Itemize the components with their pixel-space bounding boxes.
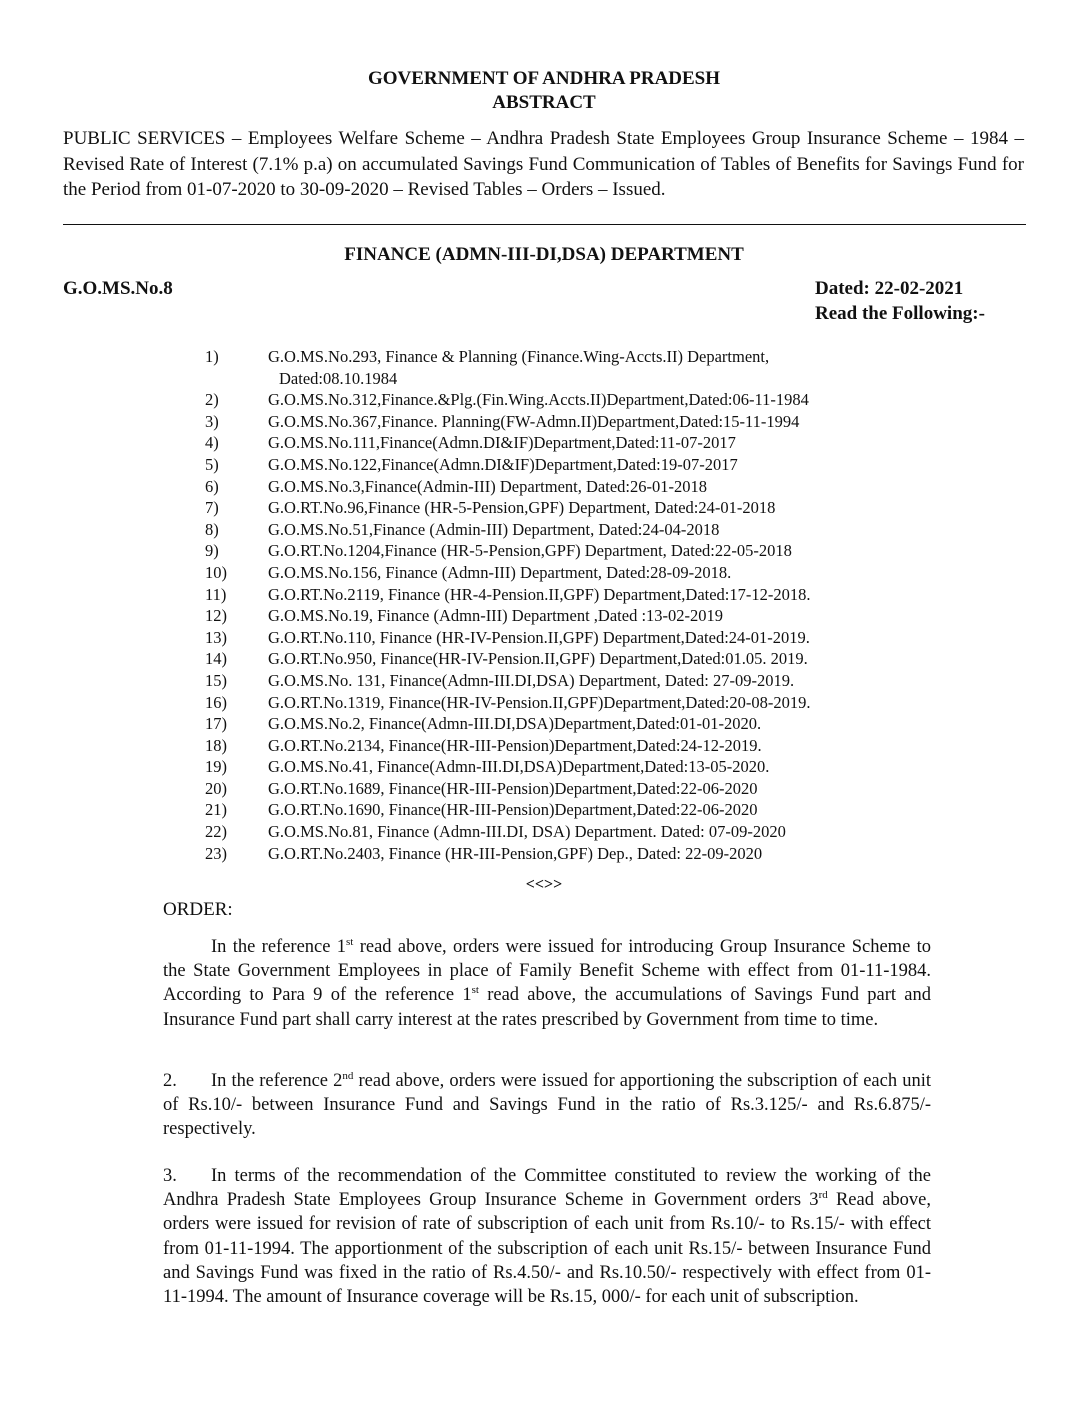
reference-text: G.O.MS.No.51,Finance (Admin-III) Department, Dated:24-04-2018 <box>268 519 720 539</box>
reference-number: 13) <box>205 627 227 647</box>
reference-text: G.O.MS.No.312,Finance.&Plg.(Fin.Wing.Accts.II)Department,Dated:06-11-1984 <box>268 390 809 410</box>
reference-number: 1) <box>205 347 219 366</box>
reference-number: 10) <box>205 562 227 582</box>
paragraph-number: 2. <box>163 1071 177 1091</box>
reference-text: G.O.MS.No.111,Finance(Admn.DI&IF)Department,Dated:11-07-2017 <box>268 433 736 453</box>
order-paragraph-1: In the reference 1st read above, orders were issued for introducing Group Insurance Scheme to the State Government Employees in place of Family Benefit Scheme with effect from 01-11-1984. According to Para 9 of the reference 1st read above, the accumulations of Savings Fund part and Insurance Fund part shall carry interest at the rates prescribed by Government from time to time. <box>163 935 931 1030</box>
reference-text: G.O.MS.No.293, Finance & Planning (Finance.Wing-Accts.II) Department, <box>268 347 770 366</box>
reference-number: 5) <box>205 454 219 474</box>
reference-text: G.O.MS.No.3,Finance(Admin-III) Department, Dated:26-01-2018 <box>268 476 707 496</box>
reference-text: G.O.RT.No.1690, Finance(HR-III-Pension)Department,Dated:22-06-2020 <box>268 800 758 820</box>
section-separator: <<>> <box>525 876 563 893</box>
reference-text: G.O.MS.No.41, Finance(Admn-III.DI,DSA)Department,Dated:13-05-2020. <box>268 757 770 777</box>
reference-number: 12) <box>205 606 227 626</box>
reference-text: G.O.RT.No.1204,Finance (HR-5-Pension,GPF) Department, Dated:22-05-2018 <box>268 541 792 561</box>
go-number: G.O.MS.No.8 <box>63 278 173 299</box>
reference-text: G.O.MS.No.2, Finance(Admn-III.DI,DSA)Department,Dated:01-01-2020. <box>268 714 762 734</box>
reference-item <box>205 713 811 735</box>
reference-item <box>205 497 811 519</box>
abstract-subject: PUBLIC SERVICES – Employees Welfare Scheme – Andhra Pradesh State Employees Group Insurance Scheme – 1984 – Revised Rate of Interest (7.1% p.a) on accumulated Savings Fund Communication of Tables of Benefits for Savings Fund for the Period from 01-07-2020 to 30-09-2020 – Revised Tables – Orders – Issued. <box>63 128 1024 200</box>
reference-number: 16) <box>205 692 227 712</box>
reference-number: 2) <box>205 390 219 410</box>
reference-number: 22) <box>205 822 227 842</box>
abstract-heading: ABSTRACT <box>492 92 596 113</box>
reference-number: 3) <box>205 411 219 431</box>
reference-item <box>205 778 811 800</box>
reference-item <box>205 476 811 498</box>
reference-text: G.O.RT.No.1319, Finance(HR-IV-Pension.II,GPF)Department,Dated:20-08-2019. <box>268 692 811 712</box>
reference-number: 19) <box>205 757 227 777</box>
reference-item <box>205 540 811 562</box>
reference-item <box>205 562 811 584</box>
reference-number: 21) <box>205 800 227 820</box>
reference-item <box>205 692 811 714</box>
reference-text: G.O.RT.No.110, Finance (HR-IV-Pension.II,GPF) Department,Dated:24-01-2019. <box>268 627 810 647</box>
reference-text: G.O.RT.No.2134, Finance(HR-III-Pension)Department,Dated:24-12-2019. <box>268 735 762 755</box>
reference-item <box>205 605 811 627</box>
reference-text: G.O.RT.No.2403, Finance (HR-III-Pension,GPF) Dep., Dated: 22-09-2020 <box>268 843 763 863</box>
reference-item <box>205 799 811 821</box>
subject-divider <box>63 224 1026 225</box>
reference-number: 8) <box>205 519 219 539</box>
order-paragraph-2: 2. In the reference 2nd read above, orders were issued for apportioning the subscription of each unit of Rs.10/- between Insurance Fund and Savings Fund in the ratio of Rs.3.125/- and Rs.6.875/-respectively. <box>163 1069 931 1140</box>
department-heading: FINANCE (ADMN-III-DI,DSA) DEPARTMENT <box>344 244 744 265</box>
reference-text: G.O.MS.No.156, Finance (Admn-III) Department, Dated:28-09-2018. <box>268 562 732 582</box>
reference-item <box>205 735 811 757</box>
reference-number: 14) <box>205 649 227 669</box>
reference-text: G.O.RT.No.950, Finance(HR-IV-Pension.II,GPF) Department,Dated:01.05. 2019. <box>268 649 808 669</box>
reference-text: G.O.MS.No.81, Finance (Admn-III.DI, DSA) Department. Dated: 07-09-2020 <box>268 822 786 842</box>
reference-item <box>205 756 811 778</box>
order-paragraph-3: 3. In terms of the recommendation of the Committee constituted to review the working of the Andhra Pradesh State Employees Group Insurance Scheme in Government orders 3rd Read above, orders were issued for revision of rate of subscription of each unit from Rs.10/- to Rs.15/- with effect from 01-11-1994. The apportionment of the subscription of each unit Rs.15/- between Insurance Fund and Savings Fund was fixed in the ratio of Rs.4.50/- and Rs.10.50/- respectively with effect from 01-11-1994. The amount of Insurance coverage will be Rs.15, 000/- for each unit of subscription. <box>163 1166 931 1308</box>
government-heading: GOVERNMENT OF ANDHRA PRADESH <box>367 68 721 89</box>
reference-text: G.O.RT.No.1689, Finance(HR-III-Pension)Department,Dated:22-06-2020 <box>268 778 758 798</box>
reference-text: G.O.RT.No.2119, Finance (HR-4-Pension.II,GPF) Department,Dated:17-12-2018. <box>268 584 811 604</box>
reference-text-continued: Dated:08.10.1984 <box>279 368 398 388</box>
reference-number: 17) <box>205 714 227 734</box>
reference-text: G.O.MS.No.122,Finance(Admn.DI&IF)Department,Dated:19-07-2017 <box>268 454 738 474</box>
reference-item <box>205 821 811 843</box>
reference-text: G.O.RT.No.96,Finance (HR-5-Pension,GPF) Department, Dated:24-01-2018 <box>268 498 776 518</box>
reference-number: 15) <box>205 670 227 690</box>
reference-number: 9) <box>205 541 219 561</box>
reference-number: 7) <box>205 498 219 518</box>
read-following-label: Read the Following:- <box>815 303 985 324</box>
reference-text: G.O.MS.No.19, Finance (Admn-III) Department ,Dated :13-02-2019 <box>268 606 724 626</box>
reference-item <box>205 454 811 476</box>
reference-text: G.O.MS.No.367,Finance. Planning(FW-Admn.II)Department,Dated:15-11-1994 <box>268 411 800 431</box>
reference-number: 6) <box>205 476 219 496</box>
reference-item <box>205 519 811 541</box>
paragraph-number: 3. <box>163 1166 177 1186</box>
reference-item <box>205 670 811 692</box>
reference-item <box>205 584 811 606</box>
order-heading: ORDER: <box>163 899 233 920</box>
reference-number: 11) <box>205 584 227 604</box>
go-date: Dated: 22-02-2021 <box>815 278 964 299</box>
reference-item <box>205 346 811 389</box>
reference-item <box>205 432 811 454</box>
reference-item <box>205 648 811 670</box>
reference-item <box>205 627 811 649</box>
reference-number: 23) <box>205 843 227 863</box>
reference-number: 4) <box>205 433 219 453</box>
reference-list <box>205 346 811 864</box>
reference-number: 18) <box>205 735 227 755</box>
reference-number: 20) <box>205 778 227 798</box>
reference-item <box>205 411 811 433</box>
reference-text: G.O.MS.No. 131, Finance(Admn-III.DI,DSA) Department, Dated: 27-09-2019. <box>268 670 795 690</box>
reference-item <box>205 843 811 865</box>
reference-item <box>205 389 811 411</box>
